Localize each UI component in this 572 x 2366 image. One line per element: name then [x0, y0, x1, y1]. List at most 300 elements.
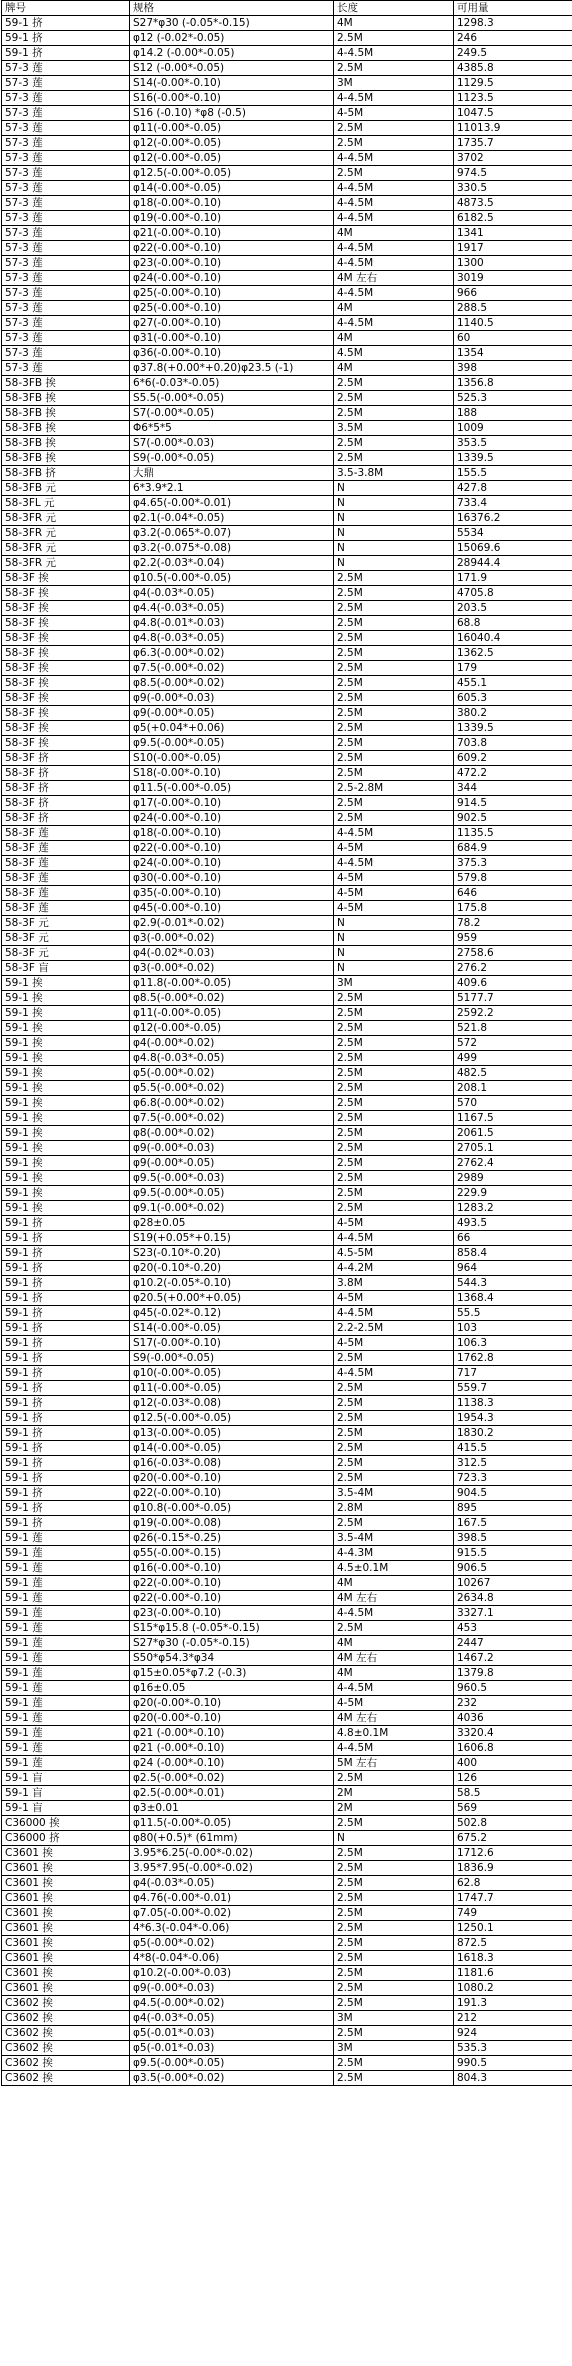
cell-grade: C3602 挨: [2, 2011, 130, 2026]
table-row: [2, 1726, 572, 1741]
cell-length: 2.5M: [334, 616, 454, 631]
cell-spec: S17(-0.00*-0.10): [130, 1336, 334, 1351]
cell-available-qty: 1368.4: [454, 1291, 572, 1306]
cell-length: 2.5M: [334, 1981, 454, 1996]
table-row: [2, 586, 572, 601]
cell-spec: φ15±0.05*φ7.2 (-0.3): [130, 1666, 334, 1681]
cell-length: 2.5M: [334, 1906, 454, 1921]
table-row: [2, 1951, 572, 1966]
cell-available-qty: 559.7: [454, 1381, 572, 1396]
cell-available-qty: 493.5: [454, 1216, 572, 1231]
cell-available-qty: 62.8: [454, 1876, 572, 1891]
cell-length: 2.5M: [334, 1171, 454, 1186]
table-row: [2, 31, 572, 46]
table-row: [2, 1576, 572, 1591]
table-row: [2, 1486, 572, 1501]
table-row: [2, 136, 572, 151]
cell-available-qty: 1298.3: [454, 16, 572, 31]
cell-length: 2.5M: [334, 1396, 454, 1411]
table-row: [2, 91, 572, 106]
table-row: [2, 556, 572, 571]
cell-length: N: [334, 916, 454, 931]
table-row: [2, 1741, 572, 1756]
cell-spec: φ4.76(-0.00*-0.01): [130, 1891, 334, 1906]
cell-available-qty: 398.5: [454, 1531, 572, 1546]
cell-spec: φ9(-0.00*-0.03): [130, 691, 334, 706]
table-row: [2, 481, 572, 496]
cell-length: 4.5±0.1M: [334, 1561, 454, 1576]
cell-length: 2.5-2.8M: [334, 781, 454, 796]
cell-spec: S27*φ30 (-0.05*-0.15): [130, 1636, 334, 1651]
cell-spec: S7(-0.00*-0.05): [130, 406, 334, 421]
cell-grade: 59-1 莲: [2, 1531, 130, 1546]
table-row: [2, 1366, 572, 1381]
cell-spec: φ7.5(-0.00*-0.02): [130, 661, 334, 676]
cell-length: 2.5M: [334, 766, 454, 781]
cell-available-qty: 966: [454, 286, 572, 301]
cell-grade: C3601 挨: [2, 1951, 130, 1966]
cell-length: 3M: [334, 76, 454, 91]
cell-available-qty: 924: [454, 2026, 572, 2041]
cell-available-qty: 15069.6: [454, 541, 572, 556]
cell-available-qty: 1047.5: [454, 106, 572, 121]
cell-spec: φ9.5(-0.00*-0.05): [130, 1186, 334, 1201]
cell-grade: 58-3F 挨: [2, 631, 130, 646]
cell-grade: 58-3FB 挨: [2, 391, 130, 406]
cell-length: 2.5M: [334, 1621, 454, 1636]
table-row: [2, 1111, 572, 1126]
cell-grade: 59-1 挨: [2, 1201, 130, 1216]
cell-length: 4.5-5M: [334, 1246, 454, 1261]
cell-spec: φ28±0.05: [130, 1216, 334, 1231]
table-row: [2, 1261, 572, 1276]
cell-grade: 59-1 挨: [2, 1021, 130, 1036]
cell-grade: 58-3F 挤: [2, 781, 130, 796]
table-row: [2, 541, 572, 556]
cell-grade: 59-1 莲: [2, 1546, 130, 1561]
cell-grade: 59-1 挨: [2, 1156, 130, 1171]
cell-length: N: [334, 511, 454, 526]
table-row: [2, 1441, 572, 1456]
table-row: [2, 796, 572, 811]
cell-grade: 59-1 挤: [2, 1501, 130, 1516]
cell-grade: 58-3F 挨: [2, 586, 130, 601]
table-row: [2, 76, 572, 91]
cell-available-qty: 5177.7: [454, 991, 572, 1006]
cell-spec: φ21 (-0.00*-0.10): [130, 1741, 334, 1756]
cell-available-qty: 1379.8: [454, 1666, 572, 1681]
cell-grade: 59-1 莲: [2, 1651, 130, 1666]
cell-spec: φ55(-0.00*-0.15): [130, 1546, 334, 1561]
cell-grade: 57-3 莲: [2, 286, 130, 301]
table-row: [2, 946, 572, 961]
table-row: [2, 451, 572, 466]
table-row: [2, 2056, 572, 2071]
cell-length: 4M: [334, 16, 454, 31]
cell-grade: 57-3 莲: [2, 211, 130, 226]
cell-spec: S7(-0.00*-0.03): [130, 436, 334, 451]
table-row: [2, 316, 572, 331]
table-row: [2, 1936, 572, 1951]
cell-spec: φ12(-0.00*-0.05): [130, 136, 334, 151]
cell-spec: φ16±0.05: [130, 1681, 334, 1696]
cell-available-qty: 179: [454, 661, 572, 676]
cell-grade: 57-3 莲: [2, 301, 130, 316]
cell-length: 3.8M: [334, 1276, 454, 1291]
cell-length: 2.5M: [334, 436, 454, 451]
cell-length: 2.5M: [334, 1126, 454, 1141]
table-row: [2, 1471, 572, 1486]
cell-length: 2.5M: [334, 1921, 454, 1936]
cell-length: 2.5M: [334, 31, 454, 46]
cell-spec: φ4.8(-0.03*-0.05): [130, 631, 334, 646]
cell-grade: 57-3 莲: [2, 91, 130, 106]
table-row: [2, 1036, 572, 1051]
cell-grade: 59-1 挨: [2, 1066, 130, 1081]
cell-grade: 59-1 莲: [2, 1576, 130, 1591]
cell-available-qty: 1762.8: [454, 1351, 572, 1366]
cell-grade: 59-1 挤: [2, 1291, 130, 1306]
cell-spec: φ24(-0.00*-0.10): [130, 271, 334, 286]
cell-available-qty: 579.8: [454, 871, 572, 886]
cell-available-qty: 1129.5: [454, 76, 572, 91]
cell-length: 4M 左右: [334, 271, 454, 286]
cell-available-qty: 2758.6: [454, 946, 572, 961]
cell-spec: φ6.3(-0.00*-0.02): [130, 646, 334, 661]
cell-available-qty: 212: [454, 2011, 572, 2026]
cell-spec: S9(-0.00*-0.05): [130, 451, 334, 466]
table-row: [2, 1756, 572, 1771]
cell-grade: 59-1 莲: [2, 1636, 130, 1651]
cell-spec: φ16(-0.03*-0.08): [130, 1456, 334, 1471]
cell-length: 2.5M: [334, 391, 454, 406]
cell-grade: C3602 挨: [2, 2026, 130, 2041]
table-row: [2, 871, 572, 886]
cell-length: 2.5M: [334, 1876, 454, 1891]
cell-grade: 58-3F 挨: [2, 676, 130, 691]
cell-available-qty: 427.8: [454, 481, 572, 496]
cell-length: 2.8M: [334, 1501, 454, 1516]
cell-available-qty: 858.4: [454, 1246, 572, 1261]
cell-available-qty: 3320.4: [454, 1726, 572, 1741]
cell-grade: C3601 挨: [2, 1936, 130, 1951]
cell-spec: φ2.2(-0.03*-0.04): [130, 556, 334, 571]
cell-length: 4M: [334, 331, 454, 346]
cell-grade: 58-3F 莲: [2, 871, 130, 886]
cell-grade: 59-1 挨: [2, 1126, 130, 1141]
cell-spec: φ2.5(-0.00*-0.01): [130, 1786, 334, 1801]
table-row: [2, 1846, 572, 1861]
table-row: [2, 1291, 572, 1306]
cell-available-qty: 2989: [454, 1171, 572, 1186]
cell-length: 3M: [334, 2041, 454, 2056]
cell-spec: φ22(-0.00*-0.10): [130, 1591, 334, 1606]
table-row: [2, 331, 572, 346]
cell-spec: φ23(-0.00*-0.10): [130, 1606, 334, 1621]
cell-length: 4-4.5M: [334, 46, 454, 61]
cell-grade: 59-1 挨: [2, 1036, 130, 1051]
cell-length: 2.5M: [334, 706, 454, 721]
cell-spec: φ10.5(-0.00*-0.05): [130, 571, 334, 586]
cell-length: 2.5M: [334, 1141, 454, 1156]
cell-length: 4.5M: [334, 346, 454, 361]
cell-available-qty: 902.5: [454, 811, 572, 826]
cell-spec: φ22(-0.00*-0.10): [130, 241, 334, 256]
cell-available-qty: 2705.1: [454, 1141, 572, 1156]
cell-spec: φ5(-0.01*-0.03): [130, 2041, 334, 2056]
cell-length: 4-5M: [334, 901, 454, 916]
table-row: [2, 826, 572, 841]
table-row: [2, 706, 572, 721]
cell-available-qty: 6182.5: [454, 211, 572, 226]
cell-spec: φ12(-0.03*-0.08): [130, 1396, 334, 1411]
cell-spec: φ13(-0.00*-0.05): [130, 1426, 334, 1441]
table-row: [2, 1621, 572, 1636]
table-row: [2, 226, 572, 241]
header-spec: 规格: [130, 1, 334, 16]
cell-length: 2.5M: [334, 61, 454, 76]
cell-spec: S14(-0.00*-0.05): [130, 1321, 334, 1336]
cell-grade: 59-1 挤: [2, 1276, 130, 1291]
cell-available-qty: 1135.5: [454, 826, 572, 841]
cell-length: 2.5M: [334, 661, 454, 676]
cell-length: 2.5M: [334, 1081, 454, 1096]
cell-available-qty: 675.2: [454, 1831, 572, 1846]
cell-length: 2M: [334, 1786, 454, 1801]
cell-length: 2.5M: [334, 2056, 454, 2071]
cell-length: 2.5M: [334, 691, 454, 706]
cell-grade: 58-3F 挨: [2, 646, 130, 661]
cell-available-qty: 5534: [454, 526, 572, 541]
cell-length: 2M: [334, 1801, 454, 1816]
table-row: [2, 151, 572, 166]
cell-available-qty: 103: [454, 1321, 572, 1336]
cell-length: 2.5M: [334, 1036, 454, 1051]
cell-spec: φ4(-0.02*-0.03): [130, 946, 334, 961]
table-row: [2, 901, 572, 916]
table-row: [2, 1201, 572, 1216]
cell-grade: 59-1 挨: [2, 1081, 130, 1096]
cell-spec: φ9(-0.00*-0.05): [130, 706, 334, 721]
table-row: [2, 1816, 572, 1831]
cell-available-qty: 804.3: [454, 2071, 572, 2086]
cell-grade: 59-1 挤: [2, 1321, 130, 1336]
table-row: [2, 1006, 572, 1021]
cell-length: 2.5M: [334, 751, 454, 766]
cell-spec: S50*φ54.3*φ34: [130, 1651, 334, 1666]
cell-length: 2.5M: [334, 1441, 454, 1456]
inventory-table: [1, 0, 572, 2086]
table-row: [2, 1831, 572, 1846]
cell-available-qty: 1356.8: [454, 376, 572, 391]
cell-grade: 57-3 莲: [2, 316, 130, 331]
cell-available-qty: 872.5: [454, 1936, 572, 1951]
cell-spec: φ4(-0.03*-0.05): [130, 2011, 334, 2026]
cell-available-qty: 4036: [454, 1711, 572, 1726]
cell-available-qty: 646: [454, 886, 572, 901]
cell-spec: φ3.5(-0.00*-0.02): [130, 2071, 334, 2086]
cell-available-qty: 684.9: [454, 841, 572, 856]
cell-length: 2.5M: [334, 1951, 454, 1966]
cell-spec: φ20(-0.00*-0.10): [130, 1471, 334, 1486]
table-row: [2, 1381, 572, 1396]
cell-available-qty: 330.5: [454, 181, 572, 196]
table-row: [2, 121, 572, 136]
cell-grade: 59-1 挤: [2, 1396, 130, 1411]
cell-spec: S19(+0.05*+0.15): [130, 1231, 334, 1246]
cell-spec: φ7.05(-0.00*-0.02): [130, 1906, 334, 1921]
table-row: [2, 1591, 572, 1606]
cell-spec: φ3.2(-0.065*-0.07): [130, 526, 334, 541]
cell-spec: φ8.5(-0.00*-0.02): [130, 991, 334, 1006]
table-row: [2, 241, 572, 256]
table-row: [2, 1021, 572, 1036]
cell-available-qty: 375.3: [454, 856, 572, 871]
table-row: [2, 961, 572, 976]
cell-length: N: [334, 961, 454, 976]
cell-spec: φ24(-0.00*-0.10): [130, 856, 334, 871]
table-row: [2, 676, 572, 691]
table-row: [2, 496, 572, 511]
cell-spec: φ12(-0.00*-0.05): [130, 151, 334, 166]
table-row: [2, 1216, 572, 1231]
cell-grade: 58-3FB 挨: [2, 406, 130, 421]
cell-grade: 57-3 莲: [2, 106, 130, 121]
cell-grade: 59-1 挤: [2, 46, 130, 61]
cell-available-qty: 66: [454, 1231, 572, 1246]
header-available-qty: 可用量: [454, 1, 572, 16]
cell-length: 4-4.2M: [334, 1261, 454, 1276]
table-row: [2, 721, 572, 736]
cell-available-qty: 175.8: [454, 901, 572, 916]
cell-available-qty: 959: [454, 931, 572, 946]
cell-length: 2.5M: [334, 1381, 454, 1396]
cell-spec: φ6.8(-0.00*-0.02): [130, 1096, 334, 1111]
cell-available-qty: 4705.8: [454, 586, 572, 601]
cell-spec: φ11(-0.00*-0.05): [130, 121, 334, 136]
cell-spec: φ16(-0.00*-0.10): [130, 1561, 334, 1576]
cell-length: N: [334, 556, 454, 571]
cell-available-qty: 353.5: [454, 436, 572, 451]
table-row: [2, 571, 572, 586]
table-row: [2, 1126, 572, 1141]
cell-available-qty: 1009: [454, 421, 572, 436]
table-row: [2, 1696, 572, 1711]
cell-spec: φ9(-0.00*-0.03): [130, 1141, 334, 1156]
cell-spec: 3.95*7.95(-0.00*-0.02): [130, 1861, 334, 1876]
cell-grade: 59-1 挨: [2, 991, 130, 1006]
cell-length: 2.5M: [334, 1066, 454, 1081]
table-row: [2, 1186, 572, 1201]
cell-grade: 57-3 莲: [2, 346, 130, 361]
cell-spec: φ11.8(-0.00*-0.05): [130, 976, 334, 991]
cell-available-qty: 167.5: [454, 1516, 572, 1531]
cell-grade: 58-3FR 元: [2, 511, 130, 526]
cell-spec: φ7.5(-0.00*-0.02): [130, 1111, 334, 1126]
cell-length: 4M: [334, 301, 454, 316]
cell-available-qty: 895: [454, 1501, 572, 1516]
cell-length: 2.5M: [334, 601, 454, 616]
cell-spec: S23(-0.10*-0.20): [130, 1246, 334, 1261]
cell-spec: φ9.5(-0.00*-0.05): [130, 2056, 334, 2071]
cell-available-qty: 106.3: [454, 1336, 572, 1351]
cell-length: N: [334, 541, 454, 556]
table-row: [2, 1996, 572, 2011]
table-row: [2, 1141, 572, 1156]
cell-available-qty: 16376.2: [454, 511, 572, 526]
cell-spec: φ5(-0.01*-0.03): [130, 2026, 334, 2041]
cell-available-qty: 964: [454, 1261, 572, 1276]
cell-length: N: [334, 526, 454, 541]
table-row: [2, 1666, 572, 1681]
cell-available-qty: 11013.9: [454, 121, 572, 136]
cell-available-qty: 155.5: [454, 466, 572, 481]
cell-grade: C3601 挨: [2, 1966, 130, 1981]
table-row: [2, 1066, 572, 1081]
cell-length: 3M: [334, 976, 454, 991]
cell-available-qty: 246: [454, 31, 572, 46]
table-row: [2, 1681, 572, 1696]
cell-spec: φ14.2 (-0.00*-0.05): [130, 46, 334, 61]
cell-spec: S15*φ15.8 (-0.05*-0.15): [130, 1621, 334, 1636]
table-row: [2, 856, 572, 871]
table-row: [2, 2071, 572, 2086]
table-row: [2, 181, 572, 196]
cell-spec: φ2.9(-0.01*-0.02): [130, 916, 334, 931]
table-row: [2, 1426, 572, 1441]
table-row: [2, 1411, 572, 1426]
cell-spec: φ18(-0.00*-0.10): [130, 826, 334, 841]
cell-available-qty: 1830.2: [454, 1426, 572, 1441]
cell-spec: φ22(-0.00*-0.10): [130, 1486, 334, 1501]
cell-spec: φ5(-0.00*-0.02): [130, 1936, 334, 1951]
cell-available-qty: 415.5: [454, 1441, 572, 1456]
cell-length: 2.5M: [334, 571, 454, 586]
cell-available-qty: 126: [454, 1771, 572, 1786]
table-row: [2, 1786, 572, 1801]
cell-spec: φ4(-0.03*-0.05): [130, 1876, 334, 1891]
cell-available-qty: 229.9: [454, 1186, 572, 1201]
cell-grade: 57-3 莲: [2, 331, 130, 346]
cell-available-qty: 749: [454, 1906, 572, 1921]
cell-spec: φ31(-0.00*-0.10): [130, 331, 334, 346]
cell-grade: 59-1 挨: [2, 1096, 130, 1111]
cell-spec: φ80(+0.5)* (61mm): [130, 1831, 334, 1846]
cell-length: 4-4.5M: [334, 826, 454, 841]
cell-spec: φ25(-0.00*-0.10): [130, 286, 334, 301]
cell-grade: C3602 挨: [2, 2056, 130, 2071]
cell-available-qty: 455.1: [454, 676, 572, 691]
table-row: [2, 346, 572, 361]
cell-spec: φ2.1(-0.04*-0.05): [130, 511, 334, 526]
cell-spec: φ5(-0.00*-0.02): [130, 1066, 334, 1081]
cell-length: 2.5M: [334, 2026, 454, 2041]
cell-spec: φ4(-0.03*-0.05): [130, 586, 334, 601]
cell-grade: 59-1 挤: [2, 1486, 130, 1501]
cell-length: 2.5M: [334, 451, 454, 466]
cell-length: 2.5M: [334, 166, 454, 181]
cell-spec: φ5(+0.04*+0.06): [130, 721, 334, 736]
cell-grade: 57-3 莲: [2, 196, 130, 211]
table-row: [2, 1456, 572, 1471]
cell-available-qty: 1712.6: [454, 1846, 572, 1861]
cell-length: 4-5M: [334, 1336, 454, 1351]
cell-grade: 58-3FL 元: [2, 496, 130, 511]
cell-grade: 59-1 挤: [2, 1366, 130, 1381]
cell-spec: S14(-0.00*-0.10): [130, 76, 334, 91]
cell-spec: φ11(-0.00*-0.05): [130, 1381, 334, 1396]
cell-grade: C3602 挨: [2, 1996, 130, 2011]
